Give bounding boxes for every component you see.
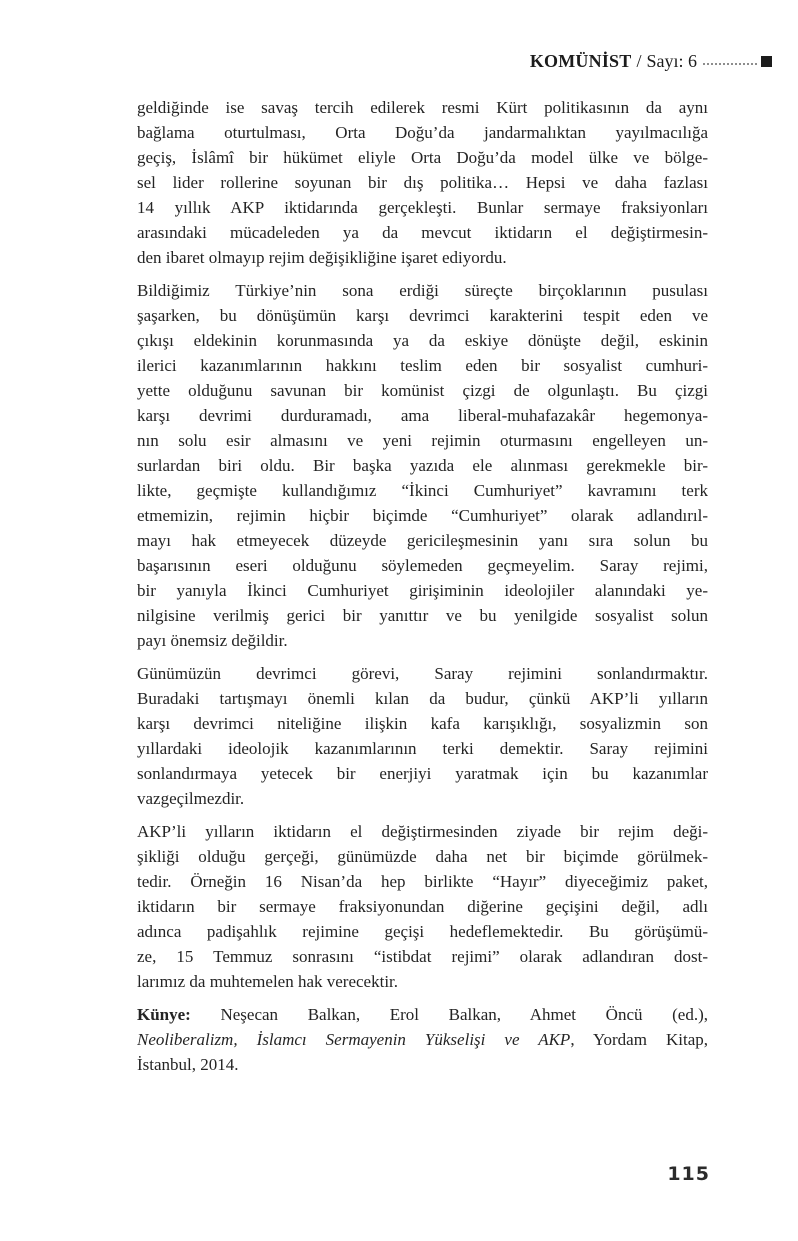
text-line: yıllardaki ideolojik kazanımlarının terki demektir. Saray rejimini xyxy=(137,739,708,758)
text-line: 14 yıllık AKP iktidarında gerçekleşti. Bunlar sermaye fraksiyonları xyxy=(137,198,708,217)
text-run: Neşecan Balkan, Erol Balkan, Ahmet Öncü (ed.), xyxy=(190,1005,708,1024)
text-run: , Yordam Kitap, xyxy=(570,1030,708,1049)
text-line: sel lider rollerine soyunan bir dış politika… Hepsi ve daha fazlası xyxy=(137,173,708,192)
text-line: larımız da muhtemelen hak verecektir. xyxy=(137,972,399,991)
text-line: Günümüzün devrimci görevi, Saray rejimini sonlandırmaktır. xyxy=(137,664,708,683)
paragraph xyxy=(137,1002,708,1077)
text-line: vazgeçilmezdir. xyxy=(137,789,245,808)
text-line: tedir. Örneğin 16 Nisan’da hep birlikte “Hayır” diyeceğimiz paket, xyxy=(137,872,708,891)
text-line: payı önemsiz değildir. xyxy=(137,631,288,650)
text-line: iktidarın bir sermaye fraksiyonundan diğerine geçişini değil, adlı xyxy=(137,897,708,916)
text-line: şaşarken, bu dönüşümün karşı devrimci karakterini tespit eden ve xyxy=(137,306,708,325)
corner-square-icon xyxy=(761,56,772,67)
text-line: bağlama oturtulması, Orta Doğu’da jandarmalıktan yayılmacılığa xyxy=(137,123,708,142)
paragraph xyxy=(137,278,708,653)
dotted-leader xyxy=(703,63,757,65)
text-line: karşı devrimi durduramadı, ama liberal-muhafazakâr hegemonya- xyxy=(137,406,708,425)
text-line: Buradaki tartışmayı önemli kılan da budur, çünkü AKP’li yılların xyxy=(137,689,708,708)
text-line: mayı hak etmeyecek düzeyde gericileşmesinin yanı sıra solun bu xyxy=(137,531,708,550)
text-line: çıkışı eldekinin korunmasında ya da eskiye dönüşte değil, eskinin xyxy=(137,331,708,350)
header-separator: / xyxy=(636,51,642,71)
text-line: Bildiğimiz Türkiye’nin sona erdiği süreçte birçoklarının pusulası xyxy=(137,281,708,300)
text-line: AKP’li yılların iktidarın el değiştirmesinden ziyade bir rejim deği- xyxy=(137,822,708,841)
text-line xyxy=(137,1027,708,1052)
text-line: etmemizin, rejimin hiçbir biçimde “Cumhuriyet” olarak adlandırıl- xyxy=(137,506,708,525)
text-line: bir yanıyla İkinci Cumhuriyet girişiminin ideolojiler alanındaki ye- xyxy=(137,581,708,600)
text-line: nın solu esir almasını ve yeni rejimin oturmasını engelleyen un- xyxy=(137,431,708,450)
text-line: başarısının eseri olduğunu söylemeden geçmeyelim. Saray rejimi, xyxy=(137,556,708,575)
text-line: karşı devrimci niteliğine ilişkin kafa karışıklığı, sosyalizmin son xyxy=(137,714,708,733)
page-header xyxy=(530,51,772,71)
issue-label: Sayı: 6 xyxy=(646,51,697,71)
text-line: geldiğinde ise savaş tercih edilerek resmi Kürt politikasının da aynı xyxy=(137,98,708,117)
text-line: adınca padişahlık rejimine geçişi hedeflemektedir. Bu görüşümü- xyxy=(137,922,708,941)
paragraph xyxy=(137,95,708,270)
text-line xyxy=(137,1052,708,1077)
paragraph xyxy=(137,661,708,811)
text-line: likte, geçmişte kullandığımız “İkinci Cumhuriyet” kavramını terk xyxy=(137,481,708,500)
text-line: ilerici kazanımlarının hakkını teslim eden bir sosyalist cumhuri- xyxy=(137,356,708,375)
text-line: şikliği olduğu gerçeği, günümüzde daha net bir biçimde görülmek- xyxy=(137,847,708,866)
text-line: sonlandırmaya yetecek bir enerjiyi yaratmak için bu kazanımlar xyxy=(137,764,708,783)
text-line: arasındaki mücadeleden ya da mevcut iktidarın el değiştirmesin- xyxy=(137,223,708,242)
page-number: 115 xyxy=(667,1163,710,1185)
text-line: yette olduğunu savunan bir komünist çizgi de olgunlaştı. Bu çizgi xyxy=(137,381,708,400)
body-text xyxy=(137,95,708,1077)
text-run: Künye: xyxy=(137,1005,191,1024)
text-line: den ibaret olmayıp rejim değişikliğine işaret ediyordu. xyxy=(137,248,507,267)
text-line: nilgisine verilmiş gerici bir yanıttır ve bu yenilgide sosyalist solun xyxy=(137,606,708,625)
text-run: İstanbul, 2014. xyxy=(137,1055,239,1074)
text-line xyxy=(137,1002,708,1027)
text-run: Neoliberalizm, İslamcı Sermayenin Yükselişi ve AKP xyxy=(137,1030,571,1049)
journal-title: KOMÜNİST xyxy=(529,51,632,71)
text-line: geçiş, İslâmî bir hükümet eliyle Orta Doğu’da model ülke ve bölge- xyxy=(137,148,708,167)
text-line: ze, 15 Temmuz sonrasını “istibdat rejimi” olarak adlandıran dost- xyxy=(137,947,708,966)
text-line: surlardan biri oldu. Bir başka yazıda ele alınması gerekmekle bir- xyxy=(137,456,708,475)
paragraph xyxy=(137,819,708,994)
